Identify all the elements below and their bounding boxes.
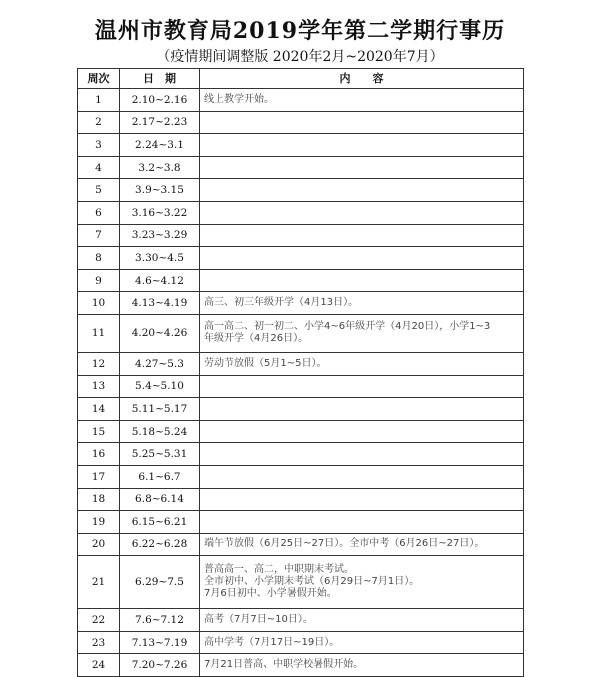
week-cell: 24 [78,654,120,677]
content-cell [200,134,524,157]
week-cell: 21 [78,556,120,609]
content-cell [200,654,524,677]
content-cell [200,488,524,511]
week-cell: 7 [78,224,120,247]
content-line: 高考（7月7日~10日）。 [204,614,313,626]
week-cell: 23 [78,631,120,654]
table-row [78,201,524,224]
content-line: 年级开学（4月26日）。 [204,333,309,345]
week-cell: 11 [78,314,120,352]
date-cell: 2.24~3.1 [120,134,200,157]
content-cell [200,269,524,292]
table-row [78,443,524,466]
week-cell: 19 [78,511,120,534]
content-line: 7月6日初中、小学暑假开始。 [204,588,337,600]
week-cell: 9 [78,269,120,292]
table-row [78,111,524,134]
date-cell: 6.15~6.21 [120,511,200,534]
week-cell: 1 [78,89,120,112]
content-cell [200,443,524,466]
date-cell: 5.4~5.10 [120,375,200,398]
content-cell [200,533,524,556]
date-cell: 3.23~3.29 [120,224,200,247]
table-row [78,156,524,179]
date-cell: 7.13~7.19 [120,631,200,654]
header-date: 日 期 [120,69,200,89]
week-cell: 5 [78,179,120,202]
content-line: 高一高二、初一初二、小学4~6年级开学（4月20日），小学1~3 [204,321,491,333]
content-cell [200,111,524,134]
content-line: 高中学考（7月17日~19日）。 [204,636,340,648]
week-cell: 6 [78,201,120,224]
table-row [78,631,524,654]
content-line: 端午节放假（6月25日~27日）。全市中考（6月26日~27日）。 [204,538,485,550]
content-cell [200,201,524,224]
date-cell: 7.20~7.26 [120,654,200,677]
date-cell: 3.30~4.5 [120,247,200,270]
week-cell: 14 [78,398,120,421]
table-row [78,420,524,443]
week-cell: 16 [78,443,120,466]
table-row [78,609,524,632]
header-content: 内 容 [200,69,524,89]
week-cell: 12 [78,352,120,375]
week-cell: 18 [78,488,120,511]
table-row [78,247,524,270]
calendar-table [77,68,524,677]
table-row [78,134,524,157]
week-cell: 10 [78,292,120,315]
date-cell: 4.27~5.3 [120,352,200,375]
content-cell [200,511,524,534]
content-line: 全市初中、小学期末考试（6月29日~7月1日）。 [204,576,420,588]
content-cell [200,375,524,398]
table-row [78,556,524,609]
content-cell [200,156,524,179]
week-cell: 2 [78,111,120,134]
date-cell: 2.17~2.23 [120,111,200,134]
table-body [78,89,524,677]
table-row [78,398,524,421]
content-cell [200,224,524,247]
content-cell [200,609,524,632]
table-row [78,314,524,352]
date-cell: 6.1~6.7 [120,465,200,488]
table-row [78,292,524,315]
content-line: 劳动节放假（5月1~5日）。 [204,357,327,369]
content-cell [200,292,524,315]
date-cell: 4.13~4.19 [120,292,200,315]
table-row [78,352,524,375]
date-cell: 5.18~5.24 [120,420,200,443]
date-cell: 3.16~3.22 [120,201,200,224]
date-cell: 6.29~7.5 [120,556,200,609]
week-cell: 13 [78,375,120,398]
date-cell: 6.8~6.14 [120,488,200,511]
content-line: 普高高一、高二，中职期末考试。 [204,564,354,576]
header-week: 周次 [78,69,120,89]
content-line: 高三、初三年级开学（4月13日）。 [204,297,359,309]
week-cell: 4 [78,156,120,179]
table-row [78,465,524,488]
date-cell: 3.2~3.8 [120,156,200,179]
table-row [78,269,524,292]
table-row [78,89,524,112]
date-cell: 5.25~5.31 [120,443,200,466]
table-row [78,654,524,677]
page-title: 温州市教育局2019学年第二学期行事历 [94,18,506,44]
content-cell [200,179,524,202]
date-cell: 4.20~4.26 [120,314,200,352]
content-cell [200,314,524,352]
week-cell: 20 [78,533,120,556]
date-cell: 6.22~6.28 [120,533,200,556]
week-cell: 17 [78,465,120,488]
content-cell [200,352,524,375]
content-cell [200,89,524,112]
table-row [78,179,524,202]
week-cell: 15 [78,420,120,443]
table-row [78,511,524,534]
table-header-row [78,69,524,89]
date-cell: 2.10~2.16 [120,89,200,112]
date-cell: 3.9~3.15 [120,179,200,202]
content-cell [200,465,524,488]
page-subtitle: （疫情期间调整版 2020年2月~2020年7月） [156,49,444,65]
week-cell: 3 [78,134,120,157]
date-cell: 7.6~7.12 [120,609,200,632]
date-cell: 4.6~4.12 [120,269,200,292]
content-cell [200,420,524,443]
content-cell [200,556,524,609]
week-cell: 22 [78,609,120,632]
content-line: 7月21日普高、中职学校暑假开始。 [204,659,364,671]
content-cell [200,631,524,654]
table-row [78,375,524,398]
content-cell [200,398,524,421]
table-row [78,533,524,556]
date-cell: 5.11~5.17 [120,398,200,421]
content-line: 线上教学开始。 [204,93,274,105]
week-cell: 8 [78,247,120,270]
content-cell [200,247,524,270]
table-row [78,224,524,247]
table-row [78,488,524,511]
